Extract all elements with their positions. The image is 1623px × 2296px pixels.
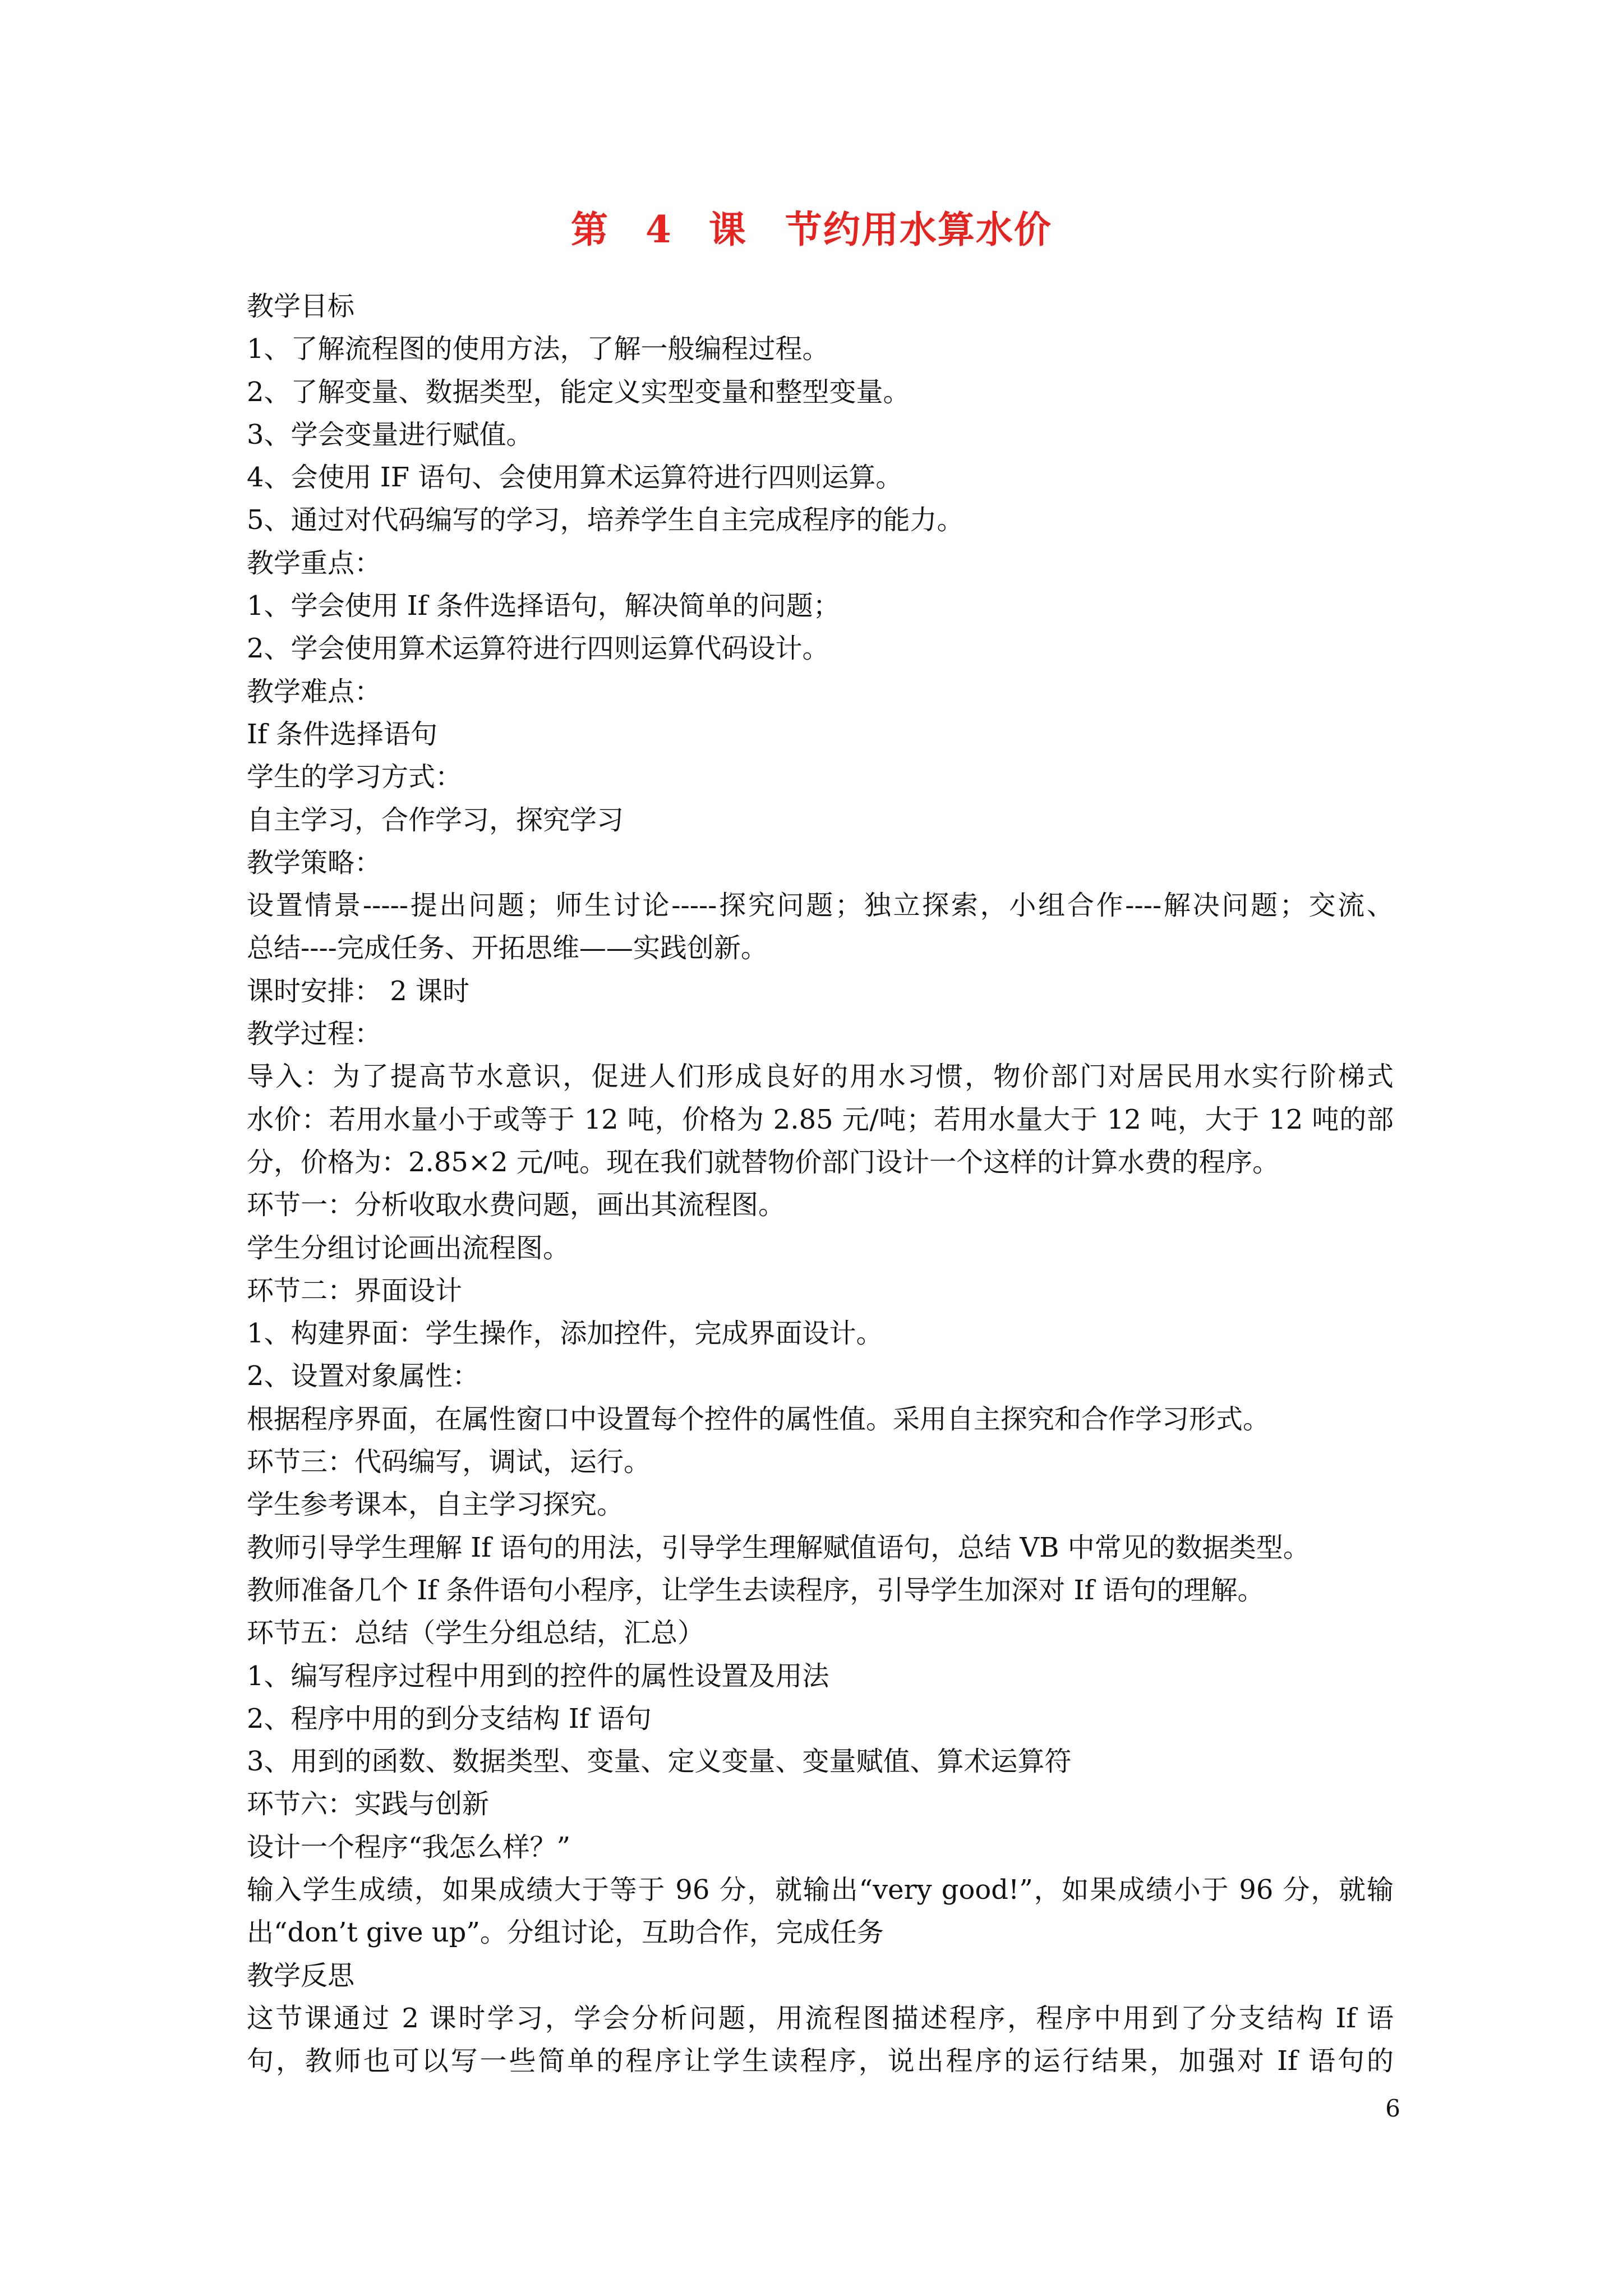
intro-paragraph-line: 水价：若用水量小于或等于 12 吨，价格为 2.85 元/吨；若用水量大于 12 吨，大于 12 吨的部	[247, 1103, 1394, 1135]
section-heading-strategy: 教学策略：	[247, 846, 382, 878]
section-heading-objectives: 教学目标	[247, 291, 355, 322]
reflection-text-line: 句，教师也可以写一些简单的程序让学生读程序，说出程序的运行结果，加强对 If 语句的	[247, 2045, 1394, 2077]
step-text: 根据程序界面，在属性窗口中设置每个控件的属性值。采用自主探究和合作学习形式。	[247, 1403, 1270, 1435]
key-point-item: 2、学会使用算术运算符进行四则运算代码设计。	[247, 633, 829, 665]
objective-item: 3、学会变量进行赋值。	[247, 418, 533, 450]
reflection-text-line: 这节课通过 2 课时学习，学会分析问题，用流程图描述程序，程序中用到了分支结构 If 语	[247, 2002, 1394, 2034]
summary-item: 2、程序中用的到分支结构 If 语句	[247, 1703, 652, 1734]
intro-paragraph-line: 分，价格为：2.85×2 元/吨。现在我们就替物价部门设计一个这样的计算水费的程序。	[247, 1146, 1280, 1178]
step-text: 教师引导学生理解 If 语句的用法，引导学生理解赋值语句，总结 VB 中常见的数据类型。	[247, 1531, 1310, 1563]
summary-item: 3、用到的函数、数据类型、变量、定义变量、变量赋值、算术运算符	[247, 1746, 1072, 1778]
step-heading: 环节六：实践与创新	[247, 1788, 490, 1820]
practice-text-line: 出“don’t give up”。分组讨论，互助合作，完成任务	[247, 1917, 884, 1949]
step-heading: 环节五：总结（学生分组总结，汇总）	[247, 1617, 705, 1649]
practice-text: 设计一个程序“我怎么样？”	[247, 1831, 571, 1863]
step-text: 2、设置对象属性：	[247, 1360, 479, 1392]
objective-item: 4、会使用 IF 语句、会使用算术运算符进行四则运算。	[247, 462, 903, 494]
step-text: 学生分组讨论画出流程图。	[247, 1232, 570, 1264]
intro-paragraph-line: 导入：为了提高节水意识，促进人们形成良好的用水习惯，物价部门对居民用水实行阶梯式	[247, 1061, 1394, 1093]
strategy-text-line: 设置情景-----提出问题；师生讨论-----探究问题；独立探索，小组合作----解决问题；交流、	[247, 890, 1394, 922]
key-point-item: 1、学会使用 If 条件选择语句，解决简单的问题；	[247, 590, 840, 622]
step-text: 1、构建界面：学生操作，添加控件，完成界面设计。	[247, 1318, 883, 1350]
class-hours-text: 课时安排： 2 课时	[247, 975, 470, 1007]
section-heading-learning-style: 学生的学习方式：	[247, 761, 463, 793]
objective-item: 1、了解流程图的使用方法，了解一般编程过程。	[247, 333, 829, 365]
step-text: 教师准备几个 If 条件语句小程序，让学生去读程序，引导学生加深对 If 语句的理解。	[247, 1574, 1265, 1606]
objective-item: 2、了解变量、数据类型，能定义实型变量和整型变量。	[247, 376, 910, 408]
page-title: 第 4 课 节约用水算水价	[571, 208, 1052, 251]
section-heading-reflection: 教学反思	[247, 1959, 355, 1991]
section-heading-process: 教学过程：	[247, 1018, 382, 1050]
strategy-text-line: 总结----完成任务、开拓思维——实践创新。	[247, 932, 768, 964]
section-heading-key-points: 教学重点：	[247, 547, 382, 579]
step-heading: 环节三：代码编写，调试，运行。	[247, 1446, 651, 1478]
summary-item: 1、编写程序过程中用到的控件的属性设置及用法	[247, 1660, 829, 1692]
learning-style-text: 自主学习，合作学习，探究学习	[247, 804, 624, 836]
practice-text-line: 输入学生成绩，如果成绩大于等于 96 分，就输出“very good!”，如果成绩小于 96 分，就输	[247, 1874, 1394, 1906]
step-heading: 环节一：分析收取水费问题，画出其流程图。	[247, 1189, 786, 1221]
objective-item: 5、通过对代码编写的学习，培养学生自主完成程序的能力。	[247, 504, 964, 536]
difficulty-text: If 条件选择语句	[247, 718, 437, 750]
page-number: 6	[1385, 2095, 1400, 2122]
section-heading-difficulties: 教学难点：	[247, 675, 382, 707]
document-body	[247, 285, 1394, 2082]
step-text: 学生参考课本，自主学习探究。	[247, 1489, 624, 1521]
step-heading: 环节二：界面设计	[247, 1274, 463, 1306]
